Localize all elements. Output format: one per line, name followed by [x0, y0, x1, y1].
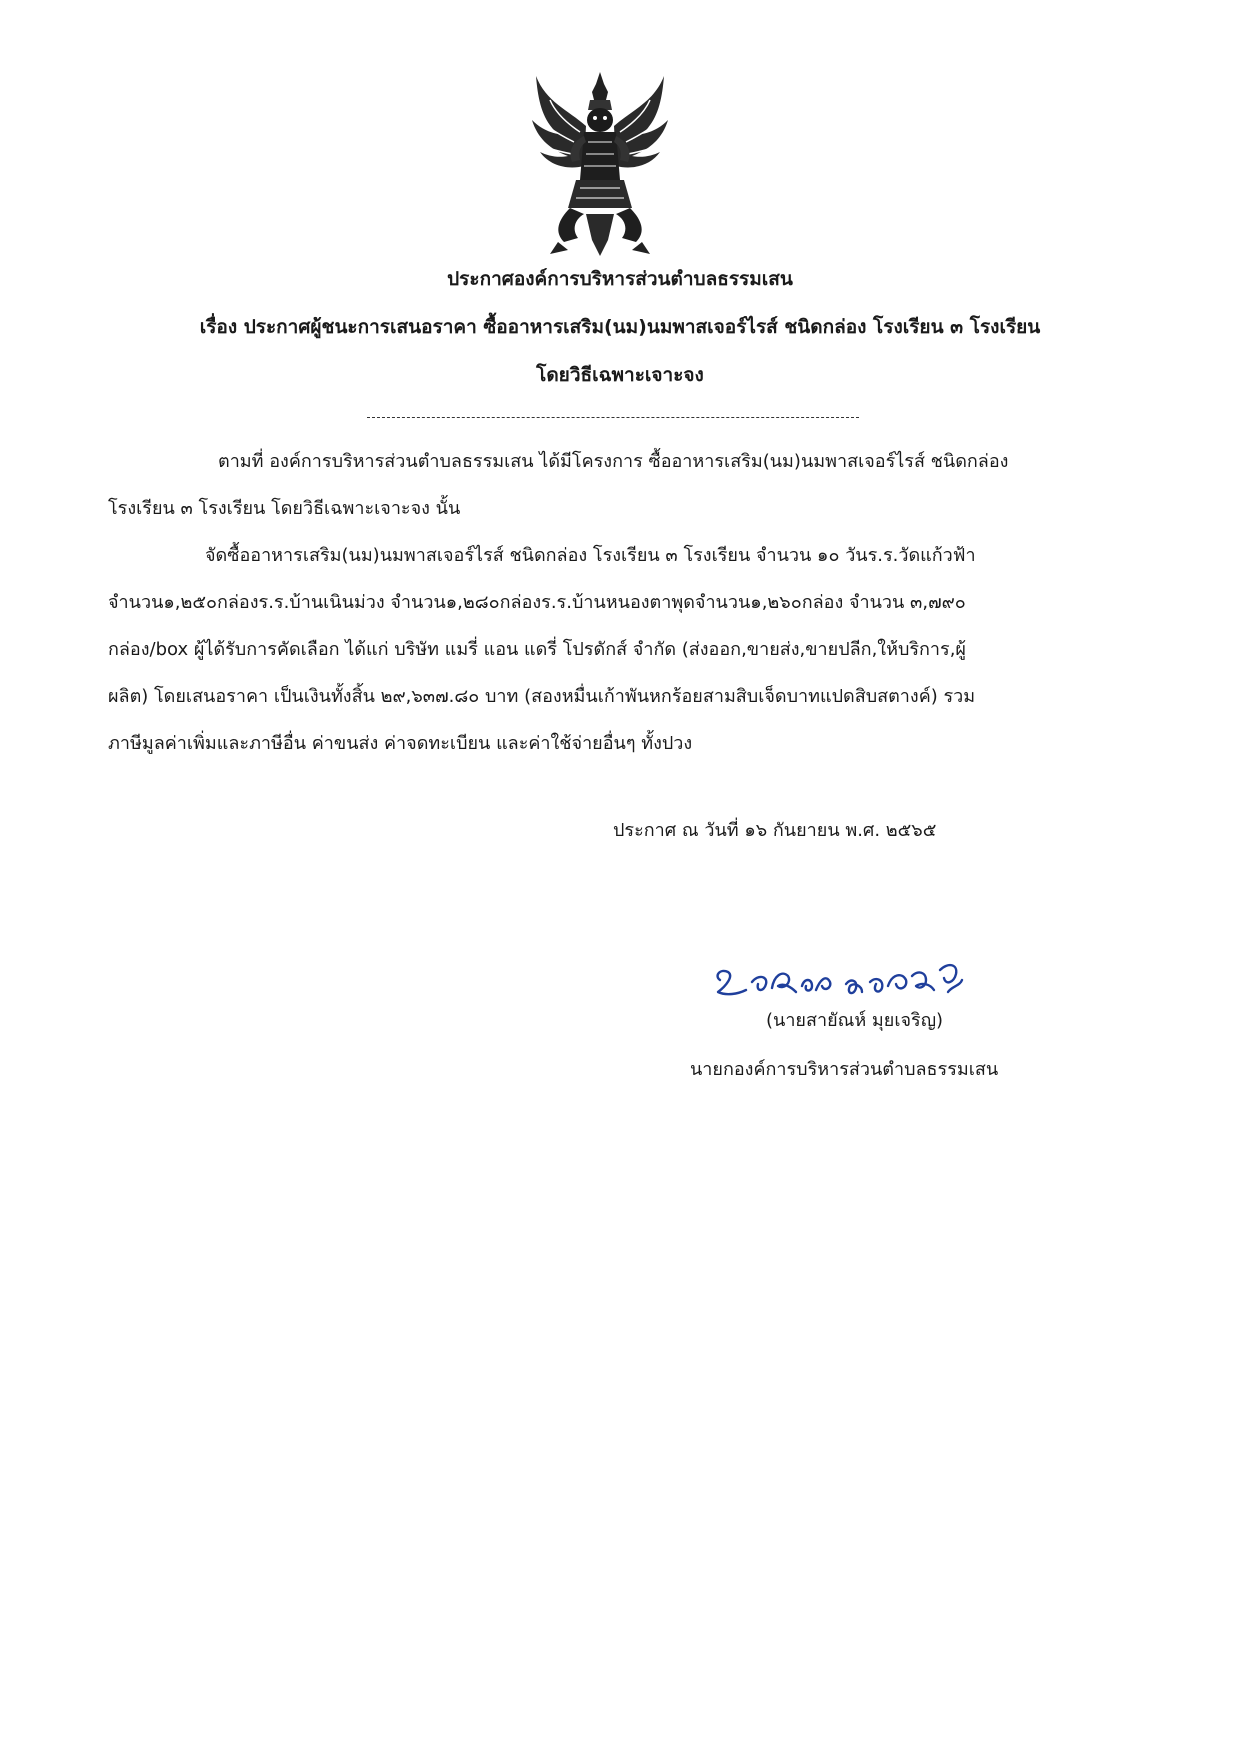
signer-position: นายกองค์การบริหารส่วนตำบลธรรมเสน: [690, 1059, 999, 1080]
body-line: จัดซื้ออาหารเสริม(นม)นมพาสเจอร์ไรส์ ชนิดกล่อง โรงเรียน ๓ โรงเรียน จำนวน ๑๐ วันร.ร.วัดแก้วฟ้า: [205, 545, 976, 566]
garuda-emblem-icon: [528, 70, 672, 260]
handwritten-signature: [712, 952, 982, 1012]
announcement-title: ประกาศองค์การบริหารส่วนตำบลธรรมเสน: [447, 268, 793, 290]
announcement-method: โดยวิธีเฉพาะเจาะจง: [536, 364, 704, 386]
announcement-date: ประกาศ ณ วันที่ ๑๖ กันยายน พ.ศ. ๒๕๖๕: [613, 820, 937, 841]
body-line: ตามที่ องค์การบริหารส่วนตำบลธรรมเสน ได้มีโครงการ ซื้ออาหารเสริม(นม)นมพาสเจอร์ไรส์ ชนิดกล่อง: [218, 451, 1009, 472]
body-line: โรงเรียน ๓ โรงเรียน โดยวิธีเฉพาะเจาะจง นั้น: [108, 498, 461, 519]
announcement-subject: เรื่อง ประกาศผู้ชนะการเสนอราคา ซื้ออาหารเสริม(นม)นมพาสเจอร์ไรส์ ชนิดกล่อง โรงเรียน ๓ โรงเรียน: [199, 316, 1041, 338]
body-line: ผลิต) โดยเสนอราคา เป็นเงินทั้งสิ้น ๒๙,๖๓๗.๘๐ บาท (สองหมื่นเก้าพันหกร้อยสามสิบเจ็ดบาทแปดสิบสตางค์) รวม: [108, 686, 976, 707]
body-line: กล่อง/box ผู้ได้รับการคัดเลือก ได้แก่ บริษัท แมรี่ แอน แดรี่ โปรดักส์ จำกัด (ส่งออก,ขายส่ง,ขายปลีก,ให้บริการ,ผู้: [108, 639, 966, 660]
title-divider: [367, 417, 859, 418]
body-line: ภาษีมูลค่าเพิ่มและภาษีอื่น ค่าขนส่ง ค่าจดทะเบียน และค่าใช้จ่ายอื่นๆ ทั้งปวง: [108, 733, 693, 754]
body-line: จำนวน๑,๒๕๐กล่องร.ร.บ้านเนินม่วง จำนวน๑,๒๘๐กล่องร.ร.บ้านหนองตาพุดจำนวน๑,๒๖๐กล่อง จำนวน ๓,๗๙๐: [108, 592, 966, 613]
signer-name: (นายสายัณห์ มุยเจริญ): [766, 1010, 944, 1031]
